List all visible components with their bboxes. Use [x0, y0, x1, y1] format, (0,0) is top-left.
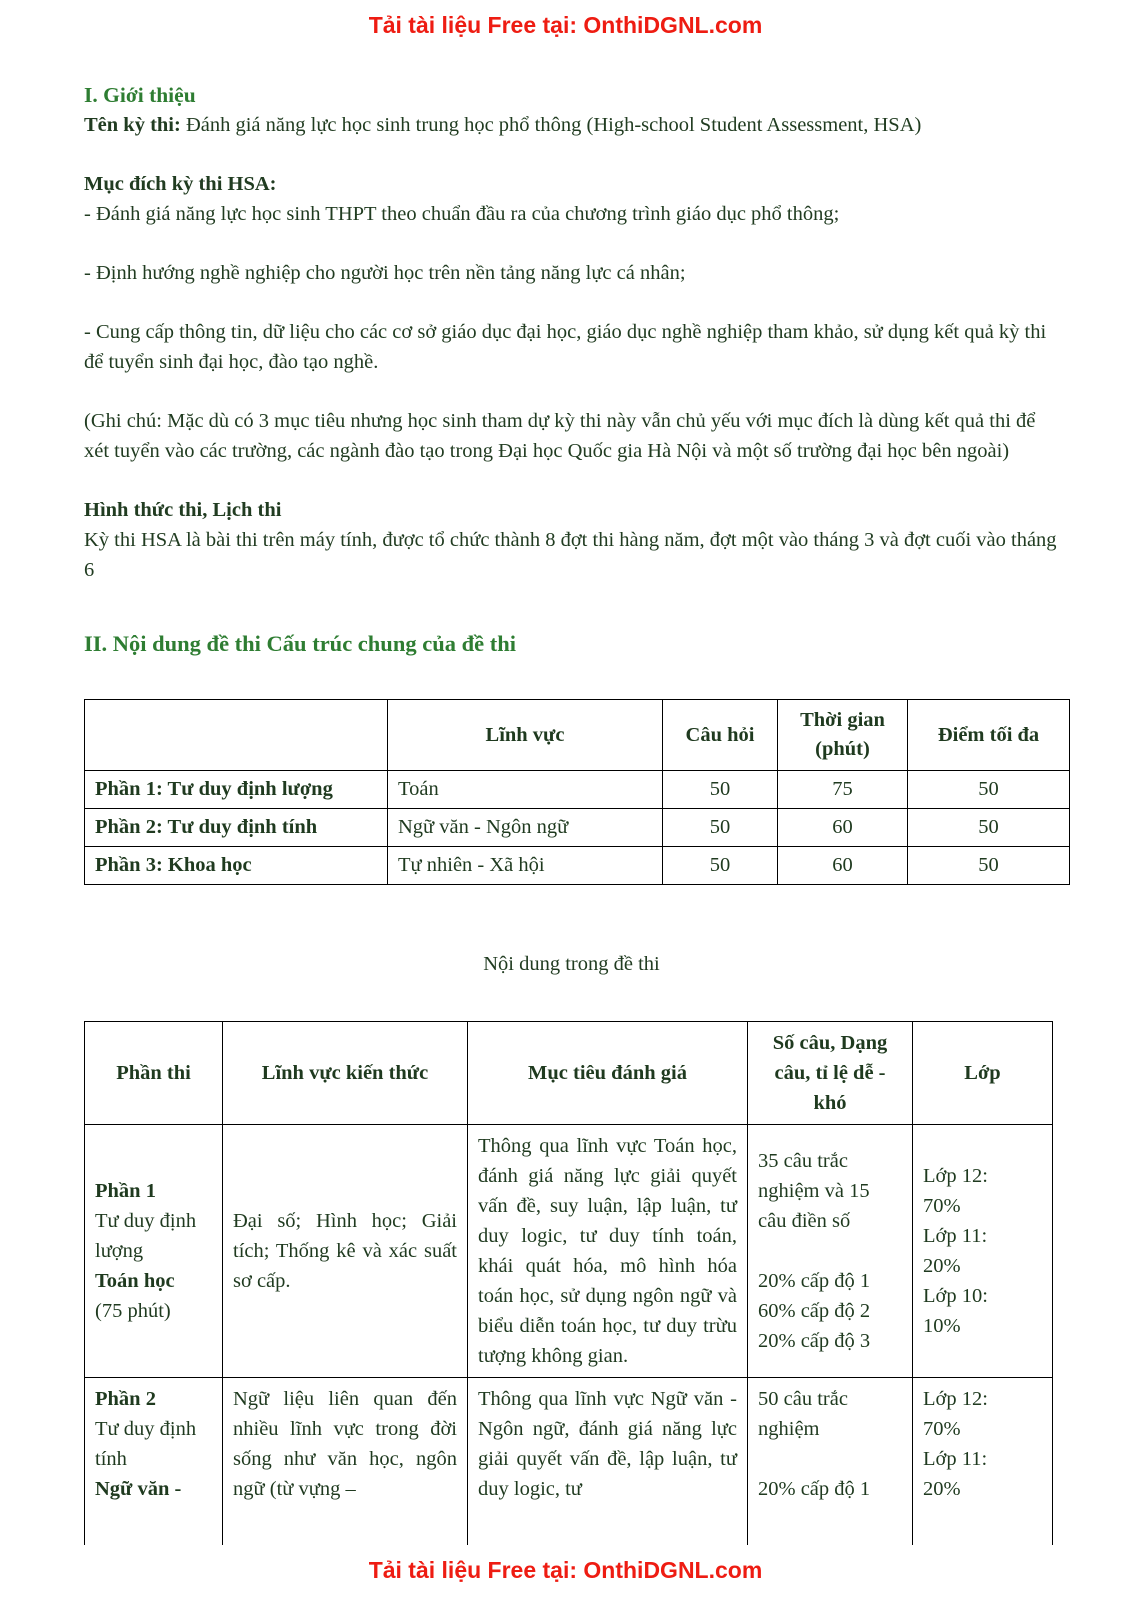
part-label: Phần 3: Khoa học: [85, 847, 388, 885]
cell-grades: [913, 1125, 1053, 1378]
question-count: 35 câu trắc nghiệm và 15 câu điền số: [758, 1150, 870, 1232]
part-subject: Ngữ văn -: [95, 1478, 182, 1500]
purpose-item: - Định hướng nghề nghiệp cho người học trên nền tảng năng lực cá nhân;: [84, 262, 686, 284]
cell-grades: [913, 1378, 1053, 1546]
table-row: [85, 1378, 1053, 1546]
difficulty-level: 20% cấp độ 3: [758, 1330, 871, 1352]
content-header-knowledge: Lĩnh vực kiến thức: [223, 1022, 468, 1125]
table-row: [85, 1125, 1053, 1378]
maxscore-cell: 50: [908, 847, 1070, 885]
section2-heading: II. Nội dung đề thi Cấu trúc chung của đề thi: [84, 631, 516, 656]
cell-questions: [748, 1378, 913, 1546]
part-number: Phần 2: [95, 1388, 156, 1410]
difficulty-level: 20% cấp độ 1: [758, 1270, 871, 1292]
table-row: [85, 809, 1070, 847]
questions-cell: 50: [663, 771, 778, 809]
purpose-heading: Mục đích kỳ thi HSA:: [84, 173, 277, 195]
difficulty-level: 20% cấp độ 1: [758, 1478, 871, 1500]
note-paragraph: (Ghi chú: Mặc dù có 3 mục tiêu nhưng học sinh tham dự kỳ thi này vẫn chủ yếu với mục đích là dùng kết quả thi để xét tuyển vào các trường, các ngành đào tạo trong Đại học Quốc gia Hà Nội và một số trường đại học bên ngoài): [84, 410, 1036, 462]
exam-name-text: Đánh giá năng lực học sinh trung học phổ thông (High-school Student Assessment, HSA): [180, 114, 922, 136]
structure-table: [84, 699, 1070, 885]
maxscore-cell: 50: [908, 771, 1070, 809]
table-row: [85, 847, 1070, 885]
section1-heading: I. Giới thiệu: [84, 83, 196, 107]
schedule-text: Kỳ thi HSA là bài thi trên máy tính, được tổ chức thành 8 đợt thi hàng năm, đợt một vào tháng 3 và đợt cuối vào tháng 6: [84, 529, 1057, 581]
table-header-row: [85, 700, 1070, 771]
structure-header-questions: Câu hỏi: [663, 700, 778, 771]
question-count: 50 câu trắc nghiệm: [758, 1388, 848, 1440]
field-cell: Toán: [388, 771, 663, 809]
grade-share: Lớp 10: 10%: [923, 1285, 988, 1337]
structure-header-minutes: Thời gian (phút): [778, 700, 908, 771]
part-number: Phần 1: [95, 1180, 156, 1202]
purpose-item: - Cung cấp thông tin, dữ liệu cho các cơ sở giáo dục đại học, giáo dục nghề nghiệp tham khảo, sử dụng kết quả kỳ thi để tuyển sinh đại học, đào tạo nghề.: [84, 321, 1047, 373]
part-subject: Toán học: [95, 1270, 175, 1292]
minutes-cell: 60: [778, 809, 908, 847]
cell-objective: Thông qua lĩnh vực Toán học, đánh giá năng lực giải quyết vấn đề, suy luận, lập luận, tư duy logic, tư duy tính toán, khái quát hóa, mô hình hóa toán học, sử dụng ngôn ngữ và biểu diễn toán học, tư duy trừu tượng không gian.: [468, 1125, 748, 1378]
content-header-questiontype: Số câu, Dạng câu, tỉ lệ dễ - khó: [748, 1022, 913, 1125]
part-label: Phần 1: Tư duy định lượng: [85, 771, 388, 809]
minutes-cell: 75: [778, 771, 908, 809]
content-subtitle: Nội dung trong đề thi: [483, 953, 660, 975]
cell-part: [85, 1378, 223, 1546]
cell-knowledge: Ngữ liệu liên quan đến nhiều lĩnh vực trong đời sống như văn học, ngôn ngữ (từ vựng –: [223, 1378, 468, 1546]
part-name: Tư duy định lượng: [95, 1210, 197, 1262]
grade-share: Lớp 11: 20%: [923, 1448, 988, 1500]
document-content: [84, 80, 1059, 1545]
grade-share: Lớp 12: 70%: [923, 1388, 988, 1440]
cell-knowledge: Đại số; Hình học; Giải tích; Thống kê và xác suất sơ cấp.: [223, 1125, 468, 1378]
exam-name-paragraph: [84, 110, 1059, 140]
grade-share: Lớp 12: 70%: [923, 1165, 988, 1217]
content-header-objective: Mục tiêu đánh giá: [468, 1022, 748, 1125]
field-cell: Tự nhiên - Xã hội: [388, 847, 663, 885]
minutes-cell: 60: [778, 847, 908, 885]
table-row: [85, 771, 1070, 809]
content-header-grade: Lớp: [913, 1022, 1053, 1125]
exam-name-label: Tên kỳ thi:: [84, 114, 181, 136]
maxscore-cell: 50: [908, 809, 1070, 847]
part-duration: (75 phút): [95, 1300, 171, 1322]
questions-cell: 50: [663, 847, 778, 885]
difficulty-level: 60% cấp độ 2: [758, 1300, 871, 1322]
content-table: [84, 1021, 1053, 1545]
footer-download-link[interactable]: Tải tài liệu Free tại: OnthiDGNL.com: [368, 1557, 763, 1583]
structure-header-field: Lĩnh vực: [388, 700, 663, 771]
content-table-clip: [84, 1021, 1059, 1545]
schedule-heading: Hình thức thi, Lịch thi: [84, 499, 282, 521]
part-name: Tư duy định tính: [95, 1418, 197, 1470]
structure-header-maxscore: Điểm tối đa: [908, 700, 1070, 771]
cell-objective: Thông qua lĩnh vực Ngữ văn - Ngôn ngữ, đánh giá năng lực giải quyết vấn đề, lập luận, tư duy logic, tư: [468, 1378, 748, 1546]
content-header-part: Phần thi: [85, 1022, 223, 1125]
part-label: Phần 2: Tư duy định tính: [85, 809, 388, 847]
grade-share: Lớp 11: 20%: [923, 1225, 988, 1277]
cell-part: [85, 1125, 223, 1378]
header-download-link[interactable]: Tải tài liệu Free tại: OnthiDGNL.com: [368, 12, 763, 38]
purpose-item: - Đánh giá năng lực học sinh THPT theo chuẩn đầu ra của chương trình giáo dục phổ thông;: [84, 203, 840, 225]
table-header-row: [85, 1022, 1053, 1125]
field-cell: Ngữ văn - Ngôn ngữ: [388, 809, 663, 847]
cell-questions: [748, 1125, 913, 1378]
questions-cell: 50: [663, 809, 778, 847]
structure-header-empty: [85, 700, 388, 771]
